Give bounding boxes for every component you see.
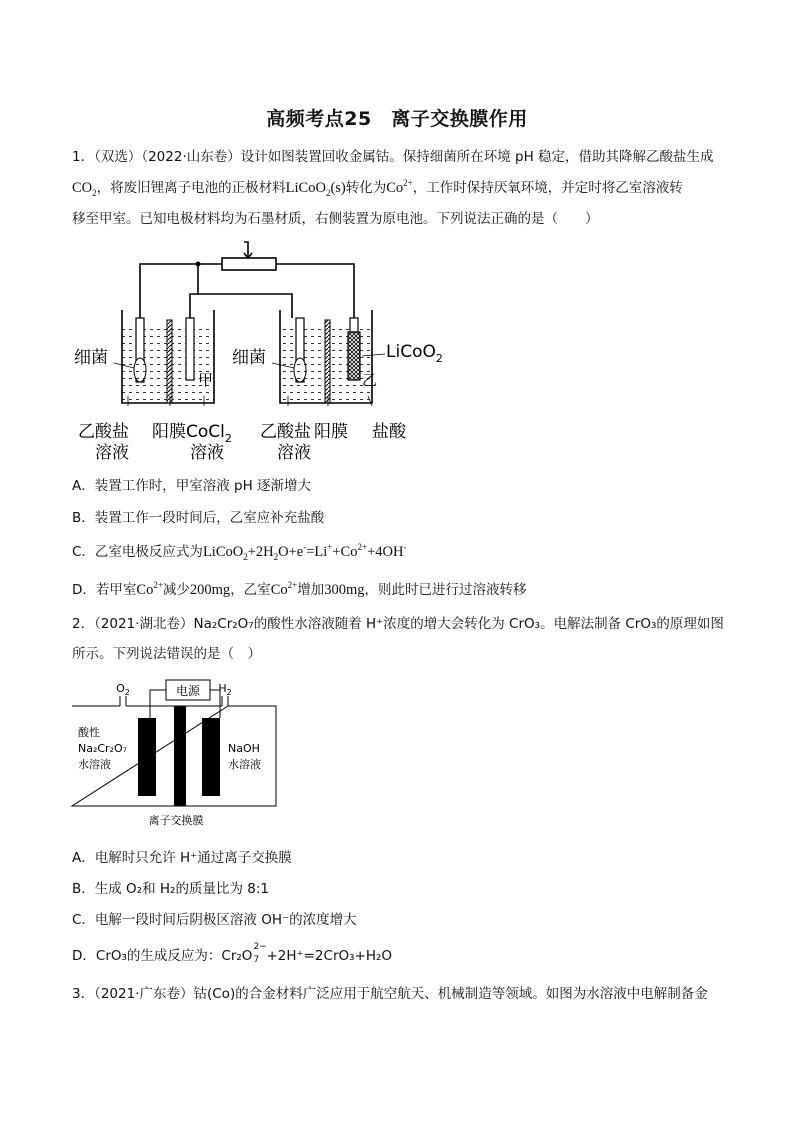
q1-stem-text3: ，工作时保持厌氧环境，并定时将乙室溶液转 [412,180,683,196]
label-acetate-left: 乙酸盐 [78,422,129,442]
label-chamber-yi: 乙 [362,371,378,389]
anode-electrode [138,718,156,796]
label-acetate-right: 乙酸盐 [260,422,311,442]
q2-dichromate-indices: 2− 7 [253,942,267,965]
label-membrane-right: 阳膜 [314,422,348,442]
q1-option-d: D．若甲室$Co^{2+}$减少200mg，乙室$Co^{2+}$增加300mg，则此时已进行过溶液转移 [72,580,527,598]
q2-stem-line1: 2．（2021·湖北卷）Na₂Cr₂O₇的酸性水溶液随着 H⁺浓度的增大会转化为 CrO₃。电解法制备 CrO₃的原理如图 [72,616,724,632]
label-o2: $O_2$ [116,682,130,697]
q2-electrolysis-diagram [72,672,282,832]
label-bacteria-right: 细菌 [232,348,266,368]
label-solution-left: 溶液 [95,443,129,463]
q1-co2: $CO_2$ [72,180,97,198]
label-solution-right: 溶液 [277,443,311,463]
q3-stem-line1: 3．（2021·广东卷）钴(Co)的合金材料广泛应用于航空航天、机械制造等领域。如图为水溶液中电解制备金 [72,986,708,1002]
label-aq-right: 水溶液 [228,758,261,771]
q1-option-b: B．装置工作一段时间后，乙室应补充盐酸 [72,510,325,526]
q1-stem-text: ，将废旧锂离子电池的正极材料 [96,180,286,196]
page-title: 高频考点25 离子交换膜作用 [266,108,528,130]
ion-exchange-membrane-bar [174,706,186,806]
q1-stem-line3: 移至甲室。已知电极材料均为石墨材质，右侧装置为原电池。下列说法正确的是（ ） [72,211,599,227]
label-na2cr2o7: Na₂Cr₂O₇ [78,742,128,755]
label-power: 电源 [175,684,201,698]
q2-option-d: D．CrO₃的生成反应为：Cr₂O 2− 7 +2H⁺=2CrO₃+H₂O [72,942,393,965]
label-h2: $H_2$ [218,682,232,697]
left-beaker [122,310,214,403]
left-cation-membrane [167,320,172,403]
label-chamber-jia: 甲 [198,371,214,389]
right-cation-membrane [325,320,330,403]
q2-option-b: B．生成 O₂和 H₂的质量比为 8:1 [72,881,269,897]
q1-apparatus-diagram [72,236,443,468]
right-beaker [280,310,372,403]
label-hcl: 盐酸 [372,422,406,442]
q1-stem-text2: 转化为 [345,180,387,196]
q1-stem-line2 [72,176,683,197]
q1-option-a: A．装置工作时，甲室溶液 pH 逐渐增大 [72,478,312,494]
q1-option-c: C．乙室电极反应式为$LiCoO_2+2H_2O+e^-=Li^++Co^{2+}+4OH^-$ [72,542,407,562]
junction-dot [196,262,201,267]
q2-option-a: A．电解时只允许 H⁺通过离子交换膜 [72,850,292,866]
label-cocl2: CoCl$_2$ [186,422,232,445]
q1-stem-line1: 1．（双选）（2022·山东卷）设计如图装置回收金属钴。保持细菌所在环境 pH 稳定，借助其降解乙酸盐生成 [72,149,714,165]
cathode-electrode [202,718,220,796]
q1-option-c-equation: $LiCoO_2+2H_2O+e^-=Li^++Co^{2+}+4OH^-$ [202,542,407,562]
licoo2-electrode [348,332,360,380]
left-cathode-electrode [186,318,194,380]
label-licoo2: LiCoO$_2$ [386,342,443,365]
label-membrane-left: 阳膜 [152,422,186,442]
label-acidic: 酸性 [78,726,100,739]
label-aq-left: 水溶液 [78,758,111,771]
q1-co-ion: $Co^{2+}$ [386,178,413,196]
external-circuit [140,242,354,318]
q2-option-c: C．电解一段时间后阴极区溶液 OH⁻的浓度增大 [72,912,357,928]
label-bacteria-left: 细菌 [74,348,108,368]
label-solution-mid: 溶液 [190,443,224,463]
label-membrane: 离子交换膜 [148,814,204,827]
q1-licoo2: LiCoO$_2$(s) [285,180,346,198]
q2-stem-line2: 所示。下列说法错误的是（ ） [72,646,261,662]
label-naoh: NaOH [228,742,260,755]
